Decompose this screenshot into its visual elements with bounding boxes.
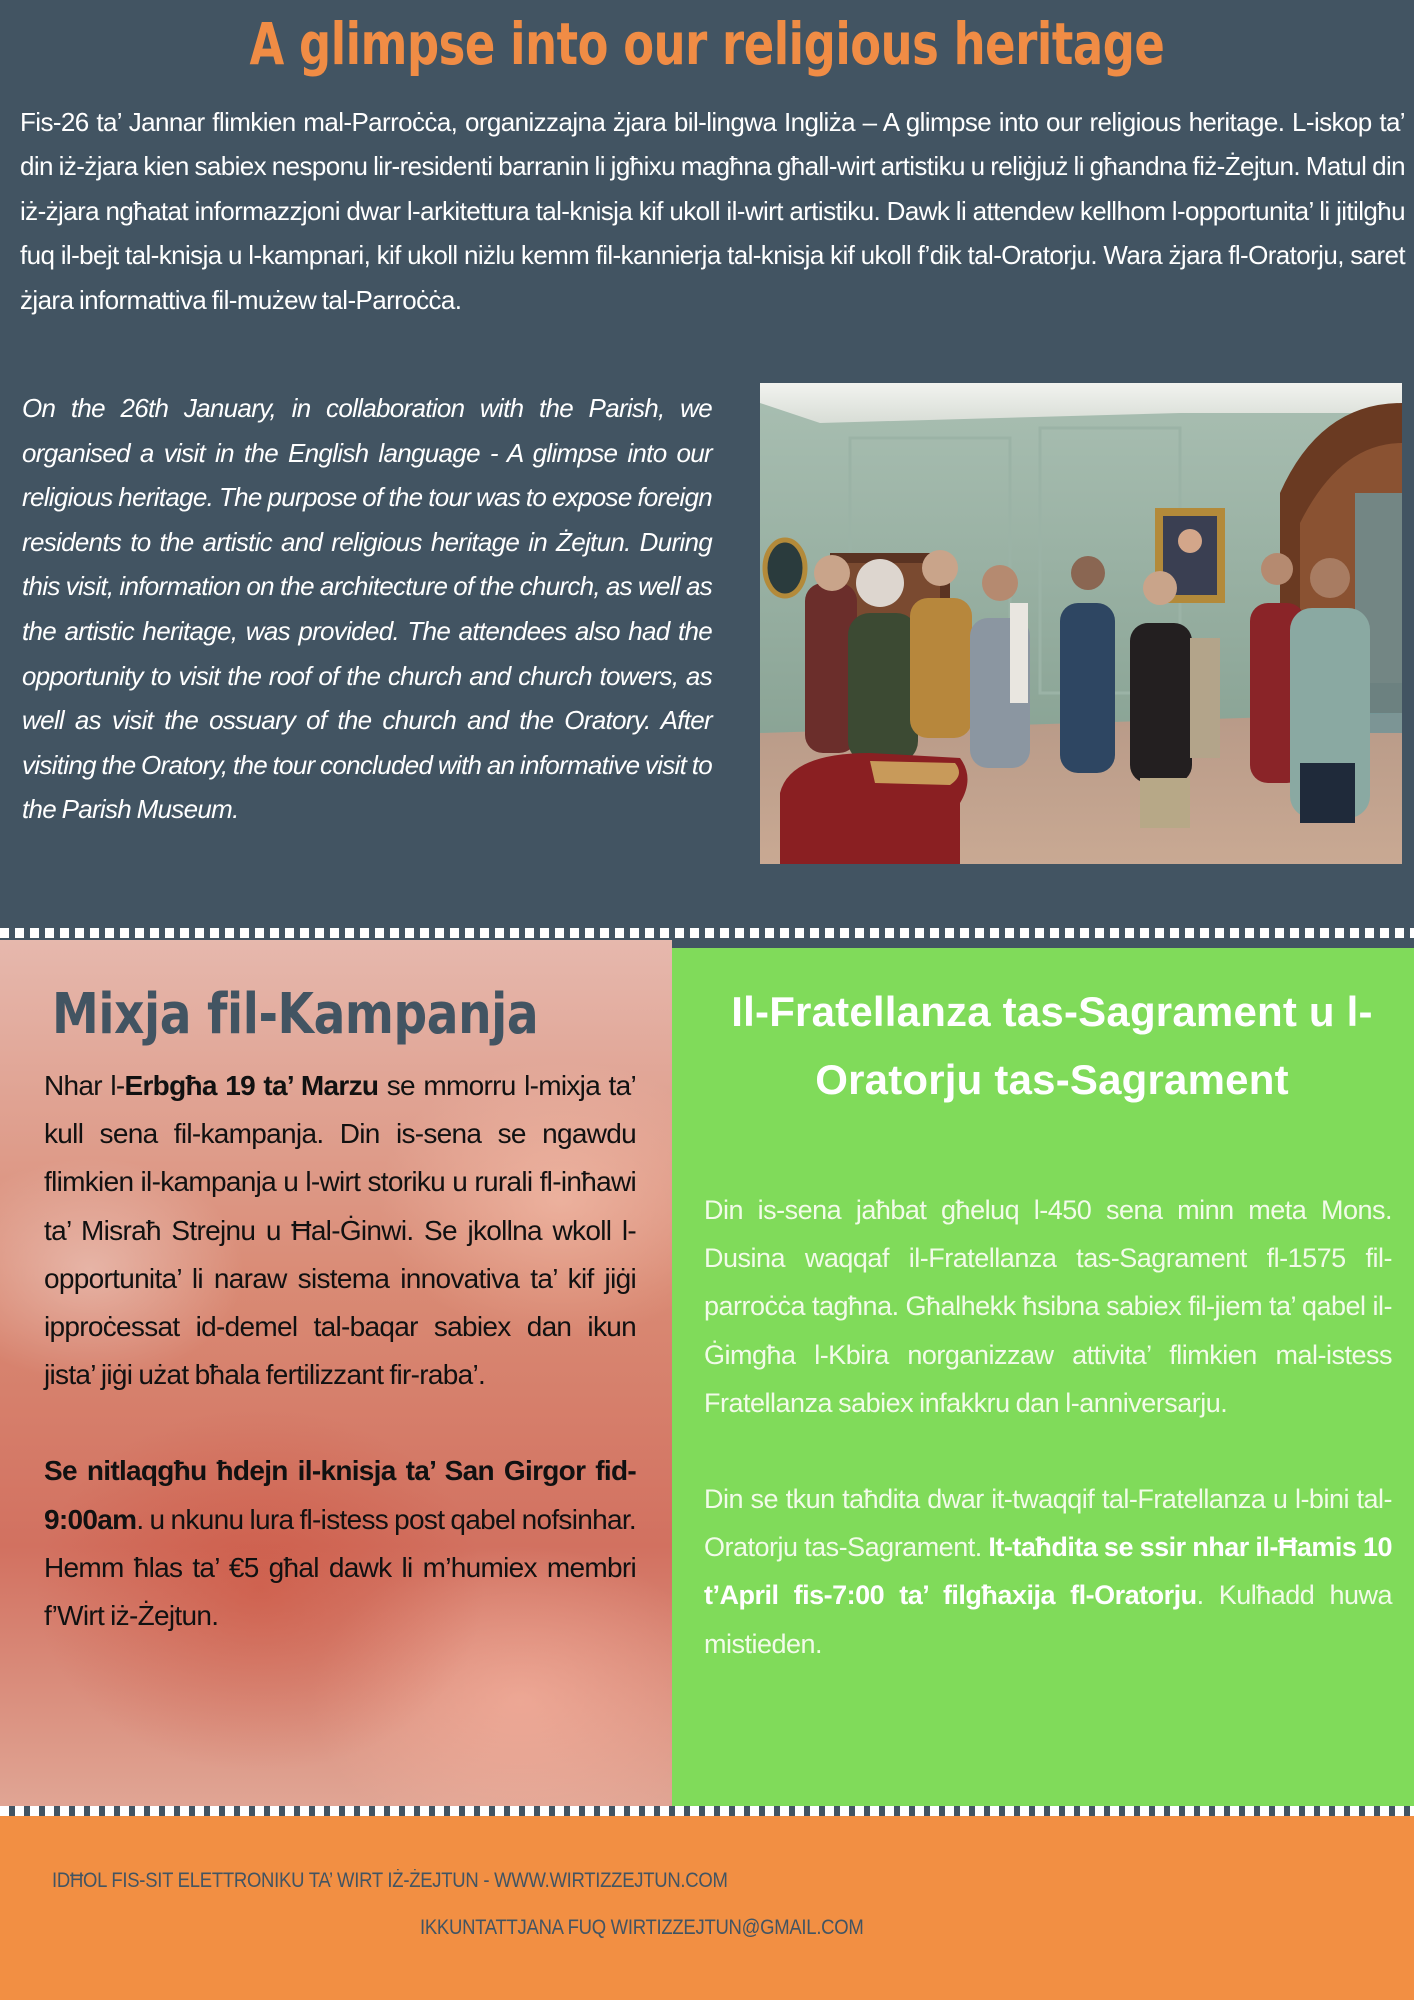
page-title: A glimpse into our religious heritage bbox=[249, 10, 1165, 78]
kampanja-paragraph-1 bbox=[44, 1062, 636, 1399]
kampanja-p2-post: . u nkunu lura fl-istess post qabel nofsinhar. Hemm ħlas ta’ €5 għal dawk li m’humiex membri f’Wirt iż-Żejtun. bbox=[44, 1503, 636, 1632]
kampanja-date: Erbgħa 19 ta’ Marzu bbox=[124, 1070, 379, 1101]
fratellanza-p2-post: . Kulħadd huwa mistieden. bbox=[704, 1580, 1393, 1659]
fratellanza-title: Il-Fratellanza tas-Sagrament u l-Oratorju tas-Sagrament bbox=[731, 988, 1373, 1103]
kampanja-title: Mixja fil-Kampanja bbox=[52, 982, 539, 1047]
museum-visit-illustration bbox=[760, 383, 1402, 864]
kampanja-p1-post: se mmorru l-mixja ta’ kull sena fil-kampanja. Din is-sena se ngawdu flimkien il-kampanja u l-wirt storiku u rurali fl-inħawi ta’ Misraħ Strejnu u Ħal-Ġinwi. Se jkollna wkoll l-opportunita’ li naraw sistema innovativa ta’ kif jiġi ipproċessat id-demel tal-baqar sabiex dan ikun jista’ jiġi użat bħala fertilizzant fir-raba’. bbox=[44, 1070, 636, 1391]
divider-dashed-top bbox=[0, 928, 1414, 938]
kampanja-body bbox=[44, 1062, 636, 1640]
footer-email-link[interactable]: IKKUNTATTJANA FUQ WIRTIZZEJTUN@GMAIL.COM bbox=[420, 1916, 864, 1939]
kampanja-meeting-point: Se nitlaqgħu ħdejn il-knisja ta’ San Girgor fid-9:00am bbox=[44, 1455, 636, 1535]
museum-visit-photo bbox=[760, 383, 1402, 864]
intro-maltese-text: Fis-26 ta’ Jannar flimkien mal-Parroċċa, organizzajna żjara bil-lingwa Ingliża – A glimpse into our religious heritage. L-iskop ta’ din iż-żjara kien sabiex nesponu lir-residenti barranin li jgħixu magħna għall-wirt artistiku u reliġjuż li għandna fiż-Żejtun. Matul din iż-żjara ngħatat informazzjoni dwar l-arkitettura tal-knisja kif ukoll il-wirt artistiku. Dawk li attendew kellhom l-opportunita’ li jitilgħu fuq il-bejt tal-knisja u l-kampnari, kif ukoll niżlu kemm fil-kannierja tal-knisja kif ukoll f’dik tal-Oratorju. Wara żjara fl-Oratorju, saret żjara informattiva fil-mużew tal-Parroċċa. bbox=[20, 107, 1405, 315]
fratellanza-body bbox=[704, 1186, 1392, 1668]
kampanja-p1-pre: Nhar l- bbox=[44, 1070, 125, 1101]
footer bbox=[0, 1816, 1414, 2000]
fratellanza-p2-pre: Din se tkun taħdita dwar it-twaqqif tal-Fratellanza u l-bini tal-Oratorju tas-Sagrament. bbox=[704, 1484, 1392, 1563]
divider-dashed-bottom bbox=[0, 1806, 1414, 1816]
fratellanza-section bbox=[672, 948, 1414, 1806]
kampanja-section bbox=[0, 940, 672, 1806]
fratellanza-paragraph-1: Din is-sena jaħbat għeluq l-450 sena minn meta Mons. Dusina waqqaf il-Fratellanza tas-Sagrament fl-1575 fil-parroċċa tagħna. Għalhekk ħsibna sabiex fil-jiem ta’ qabel il-Ġimgħa l-Kbira norganizzaw attivita’ flimkien mal-istess Fratellanza sabiex infakkru dan l-anniversarju. bbox=[704, 1195, 1392, 1418]
fratellanza-talk-details: It-taħdita se ssir nhar il-Ħamis 10 t’April fis-7:00 ta’ filgħaxija fl-Oratorju bbox=[704, 1532, 1393, 1611]
footer-website-link[interactable]: IDĦOL FIS-SIT ELETTRONIKU TA’ WIRT IŻ-ŻEJTUN - WWW.WIRTIZZEJTUN.COM bbox=[52, 1869, 728, 1892]
intro-english-text: On the 26th January, in collaboration with the Parish, we organised a visit in the English language - A glimpse into our religious heritage. The purpose of the tour was to expose foreign residents to the artistic and religious heritage in Żejtun. During this visit, information on the architecture of the church, as well as the artistic heritage, was provided. The attendees also had the opportunity to visit the roof of the church and church towers, as well as visit the ossuary of the church and the Oratory. After visiting the Oratory, the tour concluded with an informative visit to the Parish Museum. bbox=[22, 393, 712, 825]
fratellanza-paragraph-2 bbox=[704, 1475, 1392, 1668]
kampanja-paragraph-2 bbox=[44, 1447, 636, 1640]
heritage-section bbox=[0, 0, 1414, 930]
